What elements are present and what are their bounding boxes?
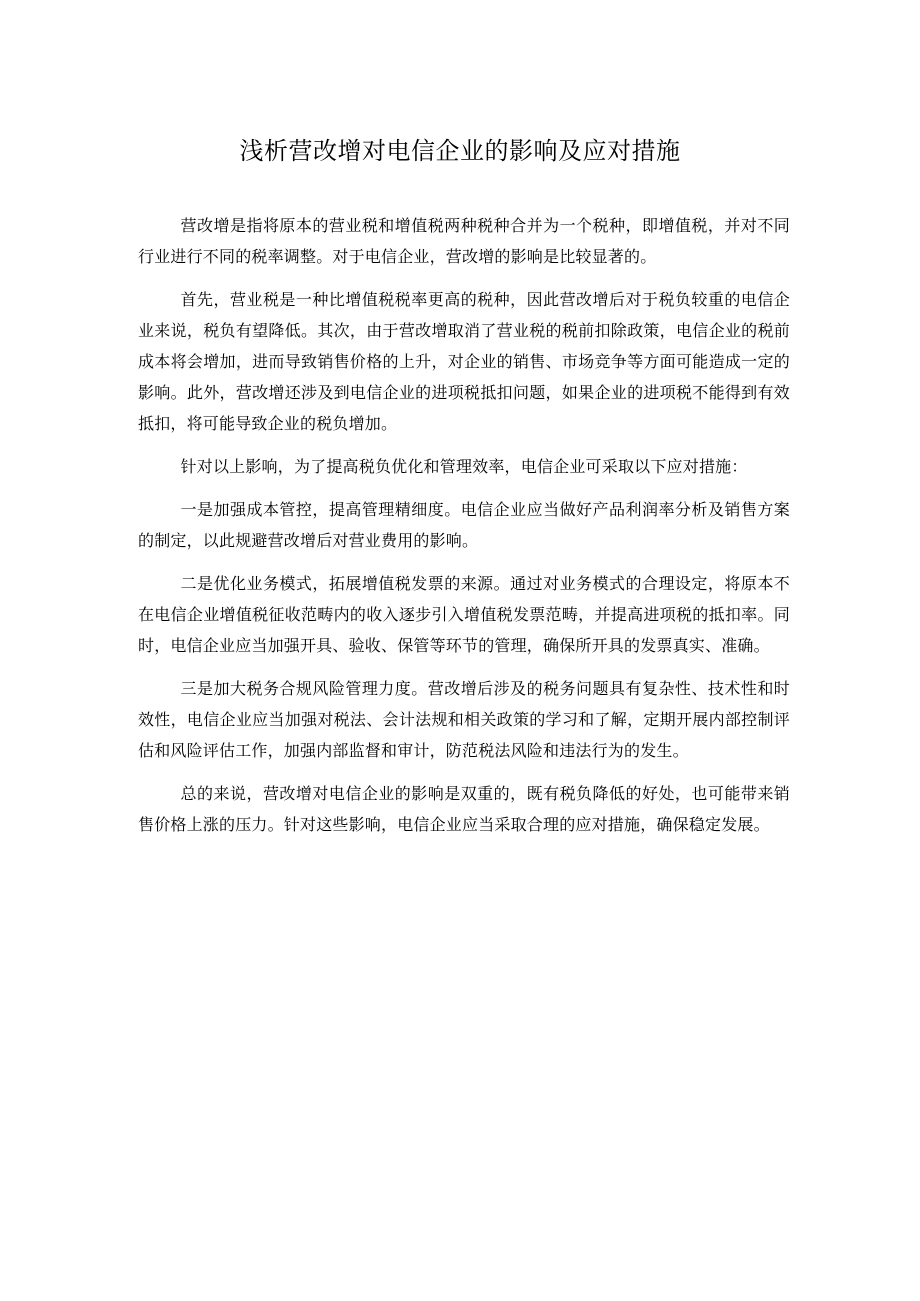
document-body	[138, 210, 790, 852]
paragraph-conclusion: 总的来说，营改增对电信企业的影响是双重的，既有税负降低的好处，也可能带来销售价格上涨的压力。针对这些影响，电信企业应当采取合理的应对措施，确保稳定发展。	[138, 784, 790, 834]
paragraph-measure-two: 二是优化业务模式，拓展增值税发票的来源。通过对业务模式的合理设定，将原本不在电信企业增值税征收范畴内的收入逐步引入增值税发票范畴，并提高进项税的抵扣率。同时，电信企业应当加强开具、验收、保管等环节的管理，确保所开具的发票真实、准确。	[138, 574, 790, 655]
paragraph-measure-one: 一是加强成本管控，提高管理精细度。电信企业应当做好产品利润率分析及销售方案的制定，以此规避营改增后对营业费用的影响。	[138, 500, 790, 550]
paragraph-measures-intro: 针对以上影响，为了提高税负优化和管理效率，电信企业可采取以下应对措施：	[180, 457, 748, 476]
document-title: 浅析营改增对电信企业的影响及应对措施	[239, 137, 681, 165]
paragraph-intro: 营改增是指将原本的营业税和增值税两种税种合并为一个税种，即增值税，并对不同行业进行不同的税率调整。对于电信企业，营改增的影响是比较显著的。	[138, 216, 790, 266]
paragraph-measure-three: 三是加大税务合规风险管理力度。营改增后涉及的税务问题具有复杂性、技术性和时效性，电信企业应当加强对税法、会计法规和相关政策的学习和了解，定期开展内部控制评估和风险评估工作，加强内部监督和审计，防范税法风险和违法行为的发生。	[138, 679, 790, 760]
paragraph-impact: 首先，营业税是一种比增值税税率更高的税种，因此营改增后对于税负较重的电信企业来说，税负有望降低。其次，由于营改增取消了营业税的税前扣除政策，电信企业的税前成本将会增加，进而导致销售价格的上升，对企业的销售、市场竞争等方面可能造成一定的影响。此外，营改增还涉及到电信企业的进项税抵扣问题，如果企业的进项税不能得到有效抵扣，将可能导致企业的税负增加。	[138, 290, 790, 433]
